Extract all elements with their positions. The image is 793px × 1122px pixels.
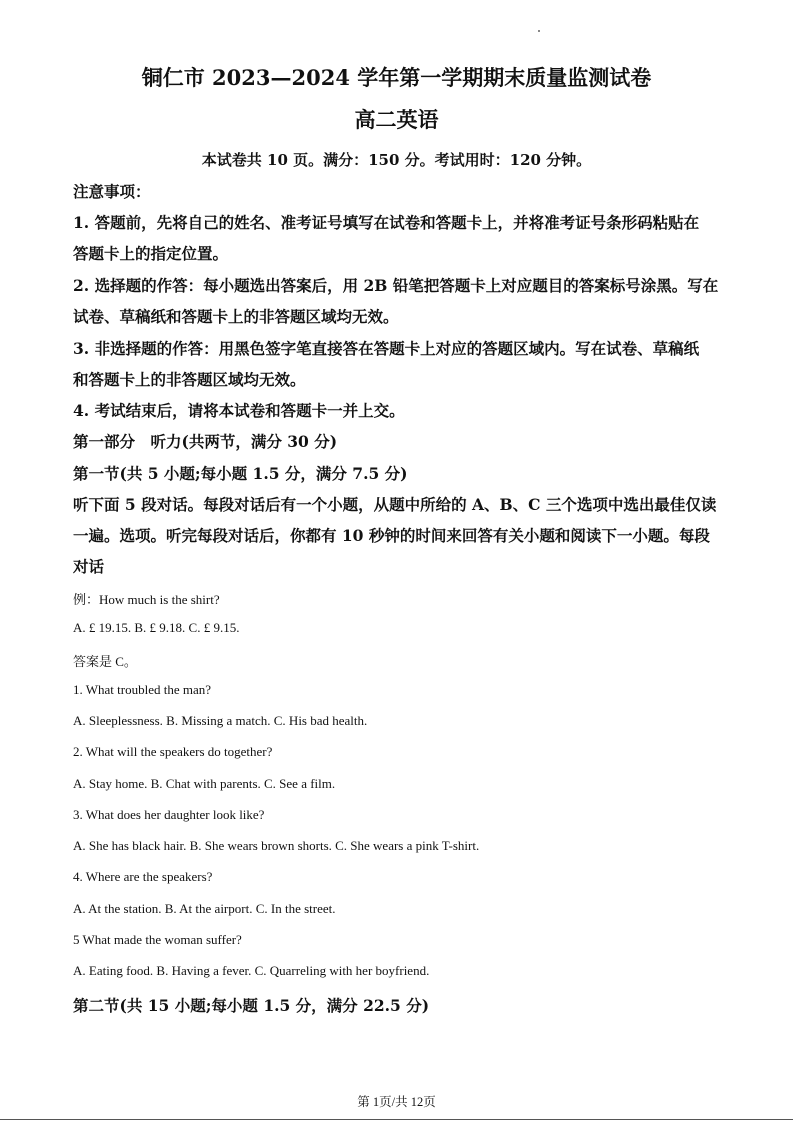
section2-heading: 第二节(共 15 小题;每小题 1.5 分，满分 22.5 分) — [73, 996, 430, 1015]
example-question: 例：How much is the shirt? — [73, 592, 220, 607]
question-options: A. Sleeplessness. B. Missing a match. C. His bad health. — [73, 713, 368, 728]
question-options: A. Stay home. B. Chat with parents. C. See a film. — [73, 776, 336, 791]
page-bottom-rule — [0, 1119, 793, 1120]
notice-line: 答题卡上的指定位置。 — [73, 244, 229, 263]
exam-info: 本试卷共 10 页。满分：150 分。考试用时：120 分钟。 — [201, 151, 592, 169]
question: 2. What will the speakers do together? — [73, 744, 273, 759]
instruction-line: 对话 — [73, 557, 105, 576]
notice-line: 3. 非选择题的作答：用黑色签字笔直接答在答题卡上对应的答题区域内。写在试卷、草稿纸 — [73, 339, 700, 358]
example-options: A. £ 19.15. B. £ 9.18. C. £ 9.15. — [73, 620, 240, 635]
part1-heading: 第一部分 听力(共两节，满分 30 分) — [73, 432, 338, 451]
instruction-line: 听下面 5 段对话。每段对话后有一个小题，从题中所给的 A、B、C 三个选项中选出最佳仅读 — [73, 495, 717, 514]
notice-line: 4. 考试结束后，请将本试卷和答题卡一并上交。 — [73, 401, 405, 420]
question: 1. What troubled the man? — [73, 682, 212, 697]
question: 5 What made the woman suffer? — [73, 932, 242, 947]
instruction-line: 一遍。选项。听完每段对话后，你都有 10 秒钟的时间来回答有关小题和阅读下一小题。每段 — [73, 526, 710, 545]
notice-line: 2. 选择题的作答：每小题选出答案后，用 2B 铅笔把答题卡上对应题目的答案标号涂黑。写在 — [73, 276, 719, 295]
question-options: A. She has black hair. B. She wears brown shorts. C. She wears a pink T-shirt. — [73, 838, 480, 853]
question: 4. Where are the speakers? — [73, 869, 213, 884]
question-options: A. Eating food. B. Having a fever. C. Quarreling with her boyfriend. — [73, 963, 430, 978]
notice-heading: 注意事项： — [73, 182, 151, 201]
page-number: 第 1页/共 12页 — [357, 1095, 436, 1109]
notice-line: 和答题卡上的非答题区域均无效。 — [73, 370, 306, 389]
notice-line: 1. 答题前，先将自己的姓名、准考证号填写在试卷和答题卡上，并将准考证号条形码粘贴在 — [73, 213, 700, 232]
exam-subtitle: 高二英语 — [354, 107, 439, 132]
section1-heading: 第一节(共 5 小题;每小题 1.5 分，满分 7.5 分) — [73, 464, 408, 483]
notice-line: 试卷、草稿纸和答题卡上的非答题区域均无效。 — [73, 307, 399, 326]
exam-title: 铜仁市 2023—2024 学年第一学期期末质量监测试卷 — [141, 65, 652, 90]
example-answer: 答案是 C。 — [73, 654, 137, 669]
question: 3. What does her daughter look like? — [73, 807, 265, 822]
scan-dot — [538, 30, 540, 32]
question-options: A. At the station. B. At the airport. C. In the street. — [73, 901, 336, 916]
